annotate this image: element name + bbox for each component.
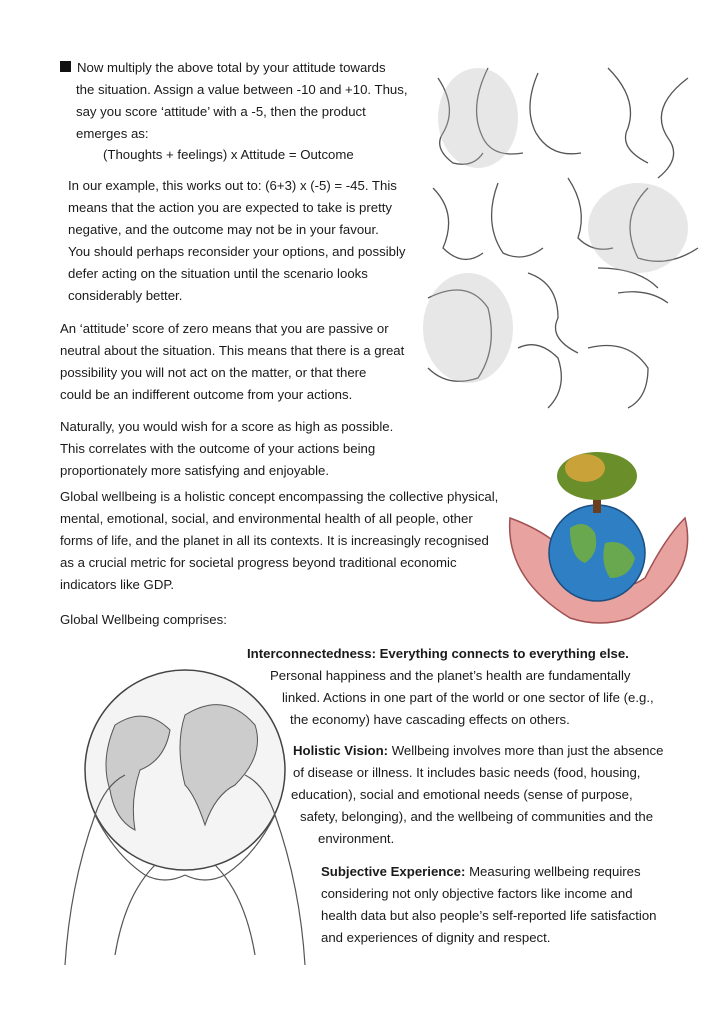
example-text-line: means that the action you are expected to take is pretty bbox=[68, 200, 393, 215]
bullet-text-line: emerges as: bbox=[76, 126, 149, 141]
zero-score-text-line: An ‘attitude’ score of zero means that you are passive or bbox=[60, 321, 389, 336]
holistic-vision-text-line: education), social and emotional needs (sense of purpose, bbox=[291, 787, 633, 802]
high-score-text-line: Naturally, you would wish for a score as high as possible. bbox=[60, 419, 394, 434]
heading-label: Subjective Experience: bbox=[321, 864, 466, 879]
text-run: Wellbeing involves more than just the absence bbox=[388, 743, 664, 758]
global-wellbeing-text-line: indicators like GDP. bbox=[60, 577, 175, 592]
comprises-label: Global Wellbeing comprises: bbox=[60, 612, 227, 627]
global-wellbeing-text-line: mental, emotional, social, and environmental health of all people, other bbox=[60, 511, 473, 526]
interconnectedness-text-line: Personal happiness and the planet’s health are fundamentally bbox=[270, 668, 631, 683]
global-wellbeing-text-line: forms of life, and the planet in all its contexts. It is increasingly recognised bbox=[60, 533, 489, 548]
holistic-vision-text-line: safety, belonging), and the wellbeing of communities and the bbox=[300, 809, 654, 824]
holistic-vision-first-line bbox=[293, 743, 663, 759]
example-text-line: defer acting on the situation until the scenario looks bbox=[68, 266, 368, 281]
sketched-globe-hands-illustration bbox=[55, 655, 310, 967]
subjective-experience-first-line bbox=[321, 864, 641, 880]
bullet-square-icon bbox=[60, 61, 71, 72]
zero-score-text-line: neutral about the situation. This means that there is a great bbox=[60, 343, 405, 358]
zero-score-text-line: could be an indifferent outcome from your actions. bbox=[60, 387, 353, 402]
bullet-text-line: the situation. Assign a value between -10 and +10. Thus, bbox=[76, 82, 408, 97]
subjective-experience-text-line: health data but also people’s self-reported life satisfaction bbox=[321, 908, 657, 923]
formula-line: (Thoughts + feelings) x Attitude = Outcome bbox=[103, 147, 354, 162]
hands-globe-tree-illustration bbox=[500, 448, 695, 628]
example-text-line: You should perhaps reconsider your options, and possibly bbox=[68, 244, 406, 259]
global-wellbeing-text-line: Global wellbeing is a holistic concept encompassing the collective physical, bbox=[60, 489, 499, 504]
interconnectedness-text-line: linked. Actions in one part of the world or one sector of life (e.g., bbox=[282, 690, 654, 705]
interconnectedness-heading: Interconnectedness: Everything connects to everything else. bbox=[247, 646, 629, 661]
high-score-text-line: This correlates with the outcome of your actions being bbox=[60, 441, 376, 456]
example-text-line: negative, and the outcome may not be in your favour. bbox=[68, 222, 379, 237]
faces-sketch-illustration bbox=[418, 58, 723, 418]
global-wellbeing-text-line: as a crucial metric for societal progress beyond traditional economic bbox=[60, 555, 457, 570]
bullet-text-line: Now multiply the above total by your attitude towards bbox=[77, 60, 386, 75]
high-score-text-line: proportionately more satisfying and enjoyable. bbox=[60, 463, 330, 478]
example-text-line: In our example, this works out to: (6+3) x (-5) = -45. This bbox=[68, 178, 397, 193]
zero-score-text-line: possibility you will not act on the matter, or that there bbox=[60, 365, 367, 380]
example-text-line: considerably better. bbox=[68, 288, 183, 303]
subjective-experience-text-line: and experiences of dignity and respect. bbox=[321, 930, 551, 945]
interconnectedness-text-line: the economy) have cascading effects on others. bbox=[290, 712, 570, 727]
text-run: Measuring wellbeing requires bbox=[465, 864, 641, 879]
bullet-text-line: say you score ‘attitude’ with a -5, then the product bbox=[76, 104, 366, 119]
holistic-vision-text-line: of disease or illness. It includes basic needs (food, housing, bbox=[293, 765, 641, 780]
heading-label: Holistic Vision: bbox=[293, 743, 389, 758]
subjective-experience-text-line: considering not only objective factors like income and bbox=[321, 886, 633, 901]
holistic-vision-text-line: environment. bbox=[318, 831, 395, 846]
